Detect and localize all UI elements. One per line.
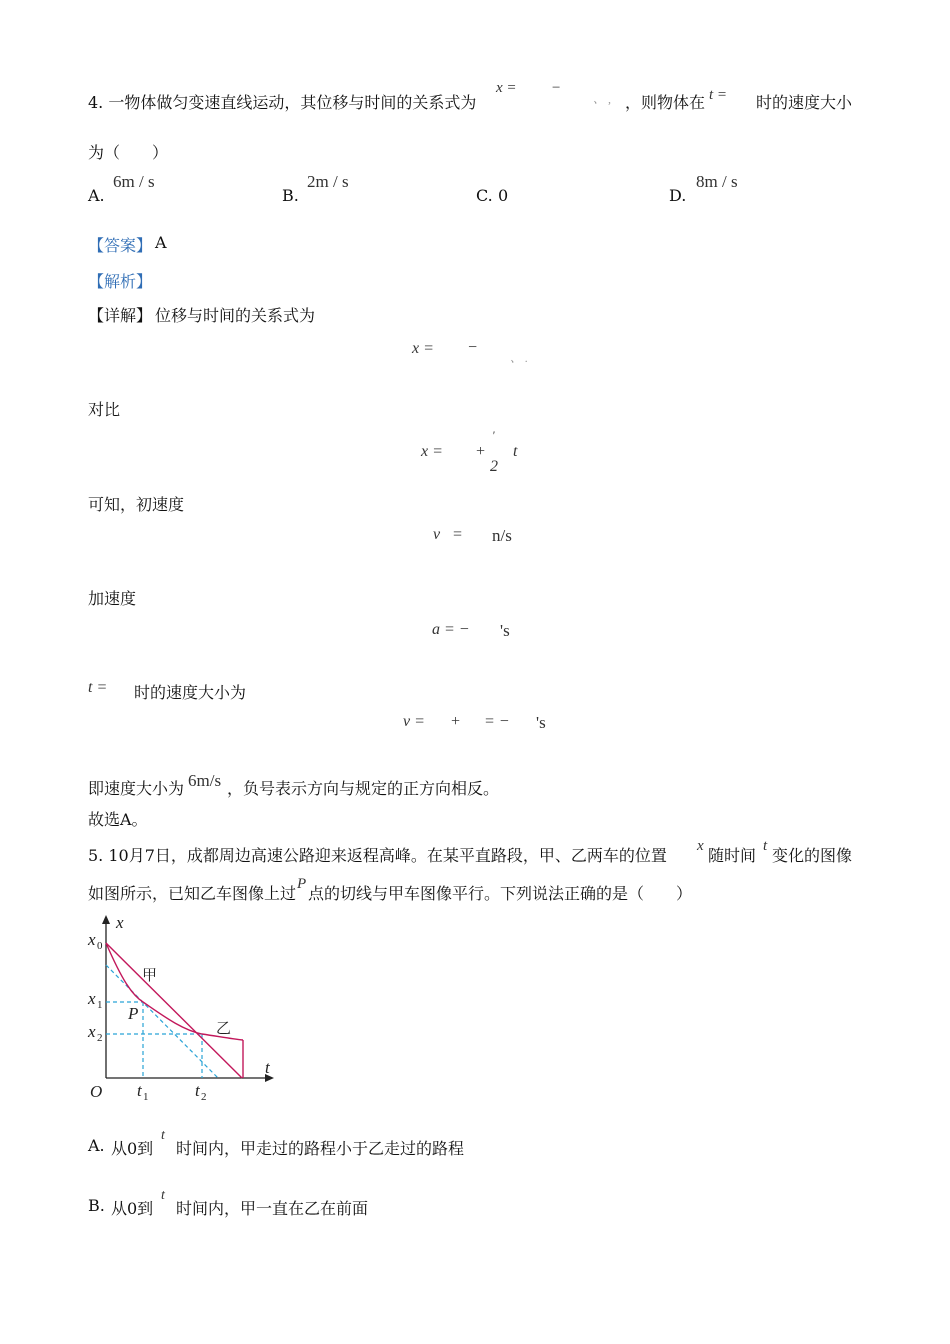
q4-option-b-value: 2m / s <box>307 172 349 191</box>
choose-label: 故选A。 <box>88 810 148 829</box>
acc-label: 加速度 <box>88 589 137 608</box>
detail-text: 位移与时间的关系式为 <box>155 306 316 325</box>
q4-stem-mid: ，则物体在 <box>625 93 706 112</box>
q4-formula-minus: − <box>551 80 562 96</box>
eq5-unit: 's <box>536 713 546 732</box>
eq4-unit: 's <box>500 621 510 640</box>
q5-option-a-letter: A. <box>88 1136 105 1155</box>
q5-option-b-letter: B. <box>88 1196 105 1215</box>
compare-label: 对比 <box>88 400 121 419</box>
position-curves <box>106 943 243 1078</box>
q4-stem-end: 时的速度大小 <box>756 93 853 112</box>
label-yi: 乙 <box>216 1019 232 1037</box>
q5-stem-line1-b: 随时间 <box>708 846 757 865</box>
x0-subscript: 0 <box>97 940 103 952</box>
q4-option-d-value: 8m / s <box>696 172 738 191</box>
q5-stem-p: P <box>297 876 307 892</box>
answer-value: A <box>155 233 167 252</box>
q4-stem-line2: 为（ ） <box>88 143 169 162</box>
q5-stem-line1-c: 变化的图像 <box>772 846 853 865</box>
q4-option-a-letter: A. <box>88 186 105 205</box>
x2-label: x <box>88 1022 96 1041</box>
q5-stem-x: x <box>697 838 704 854</box>
x-axis-arrow <box>102 915 110 924</box>
conclusion-post: ，负号表示方向与规定的正方向相反。 <box>227 779 500 798</box>
eq3-eq: = <box>453 526 463 543</box>
eq5-eq: = − <box>484 713 510 730</box>
eq1-minus: − <box>467 339 478 356</box>
initial-speed-label: 可知，初速度 <box>88 495 185 514</box>
t-axis-label: t <box>265 1058 270 1077</box>
q4-option-d-letter: D. <box>669 186 687 205</box>
eq4: a = − <box>432 621 470 638</box>
eq5-plus: + <box>450 713 461 730</box>
eq1-dots: 、 . <box>510 351 529 365</box>
q5-stem-t: t <box>763 838 768 854</box>
q4-option-b-letter: B. <box>282 186 299 205</box>
x-axis-label: x <box>116 913 124 932</box>
eq2-top: ' <box>492 428 495 442</box>
q5-option-a-t: t <box>161 1128 165 1143</box>
tangent-at-p <box>106 965 218 1078</box>
eq2-plus: + <box>475 443 486 460</box>
detail-tag: 【详解】 <box>88 306 153 325</box>
q4-formula-t: t = <box>709 87 728 103</box>
eq3-unit: n/s <box>492 526 512 545</box>
answer-tag: 【答案】 <box>88 236 153 255</box>
q5-stem-line2-a: 如图所示，已知乙车图像上过 <box>88 884 297 903</box>
t2-label: t <box>195 1081 200 1100</box>
curve-jia <box>106 943 242 1078</box>
q5-xt-graph <box>82 910 282 1105</box>
q4-formula-x: x = <box>496 80 517 96</box>
x1-label: x <box>88 989 96 1008</box>
x1-subscript: 1 <box>97 999 103 1011</box>
q5-option-b-pre: 从0到 <box>111 1199 154 1218</box>
x2-subscript: 2 <box>97 1032 103 1044</box>
conclusion-value: 6m/s <box>188 771 222 790</box>
eq1-x: x = <box>412 340 434 357</box>
t1-label: t <box>137 1081 142 1100</box>
eq3-v: v <box>433 526 441 543</box>
eq2-bottom: 2 <box>490 458 498 475</box>
q4-option-c-value: 0 <box>498 186 509 205</box>
q4-option-c-letter: C. <box>476 186 493 205</box>
label-jia: 甲 <box>142 966 158 984</box>
point-p-label: P <box>128 1004 139 1023</box>
q5-option-b-t: t <box>161 1188 165 1203</box>
q5-option-a-post: 时间内，甲走过的路程小于乙走过的路程 <box>176 1139 465 1158</box>
x0-label: x <box>88 930 96 949</box>
conclusion-pre: 即速度大小为 <box>88 779 185 798</box>
q5-option-b-post: 时间内，甲一直在乙在前面 <box>176 1199 369 1218</box>
q5-stem-line2-b: 点的切线与甲车图像平行。下列说法正确的是（ ） <box>308 884 693 903</box>
q4-formula-dots: 、 , <box>593 92 612 106</box>
eq2-x: x = <box>421 443 443 460</box>
eq5-v: v = <box>403 713 425 730</box>
t-label-math: t = <box>88 679 108 696</box>
eq2-t: t <box>513 443 518 460</box>
q5-stem-line1-a: 5. 10月7日，成都周边高速公路迎来返程高峰。在某平直路段，甲、乙两车的位置 <box>88 846 667 865</box>
t2-subscript: 2 <box>201 1091 207 1103</box>
dashed-guides <box>106 965 218 1078</box>
q4-option-a-value: 6m / s <box>113 172 155 191</box>
q4-stem-start: 4. 一物体做匀变速直线运动，其位移与时间的关系式为 <box>88 93 477 112</box>
q5-option-a-pre: 从0到 <box>111 1139 154 1158</box>
origin-label: O <box>90 1082 103 1101</box>
t-label-text: 时的速度大小为 <box>134 683 247 702</box>
analysis-tag: 【解析】 <box>88 272 153 291</box>
t1-subscript: 1 <box>143 1091 149 1103</box>
